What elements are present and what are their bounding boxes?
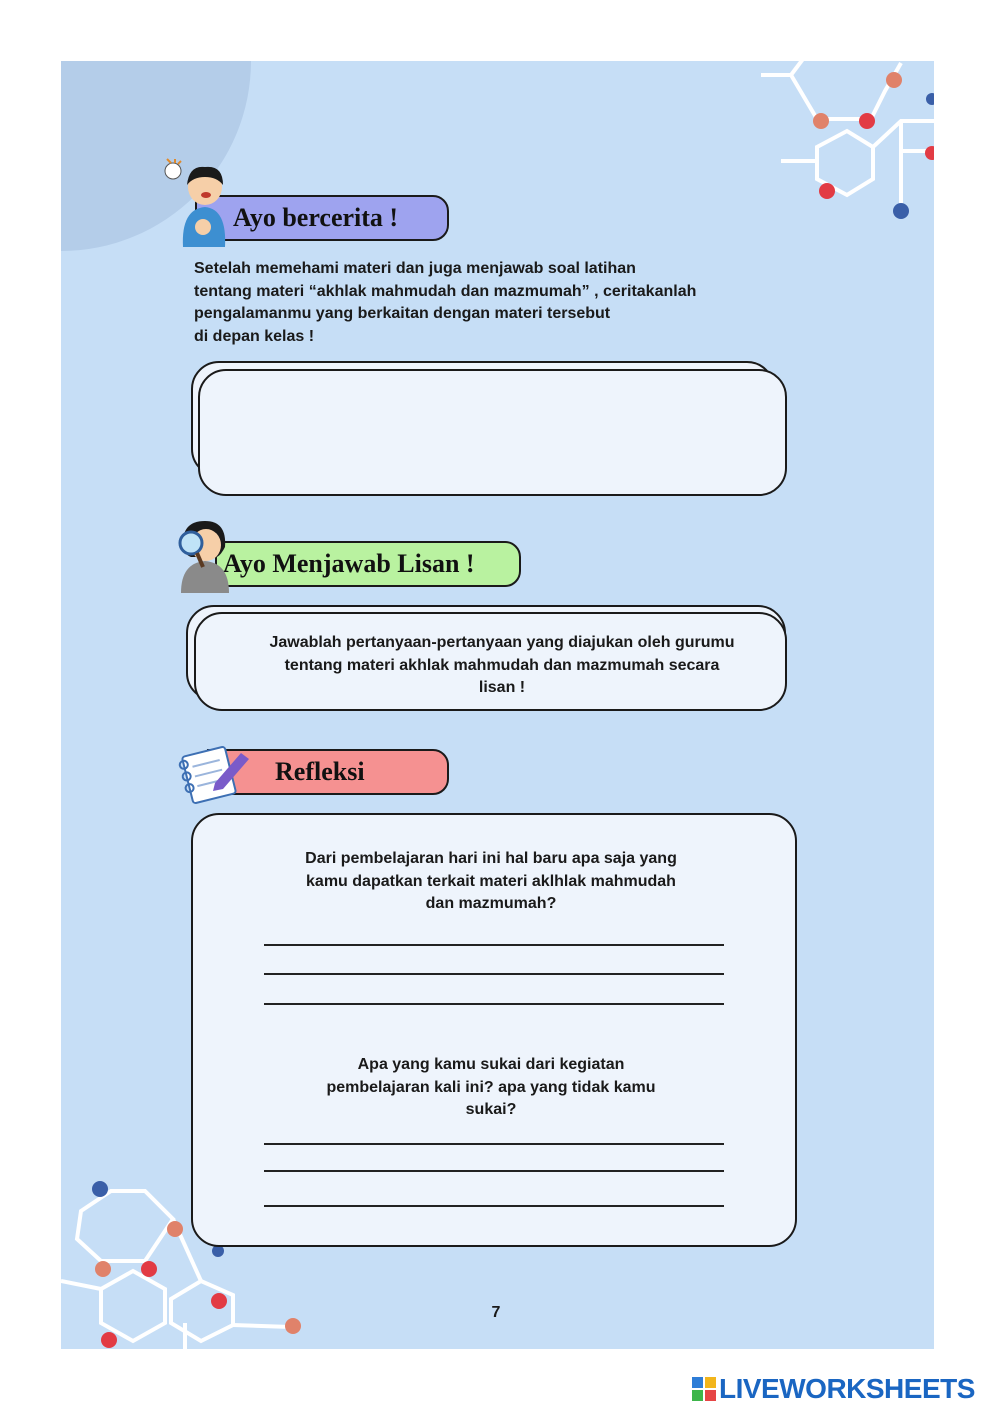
boy-avatar-icon [157,157,233,247]
question-line: pembelajaran kali ini? apa yang tidak kamu [326,1078,656,1096]
detective-avatar-icon [173,517,233,593]
story-heading [195,195,449,241]
reflection-question-2 [261,1054,721,1122]
story-answer-box[interactable] [198,369,787,496]
worksheet-page [61,61,934,1349]
story-instructions [194,258,794,348]
oral-line: tentang materi akhlak mahmudah dan mazmumah secara [284,656,720,674]
liveworksheets-logo-icon [692,1377,716,1401]
story-line: pengalamanmu yang berkaitan dengan materi tersebut [194,305,611,322]
answer-line[interactable] [264,944,724,946]
question-line: dan mazmumah? [425,895,557,912]
oral-line: lisan ! [478,679,526,696]
molecule-decoration-top [751,61,934,231]
question-line: sukai? [465,1101,517,1118]
oral-instructions [217,632,787,700]
notebook-pencil-icon [175,743,253,805]
question-line: kamu dapatkan terkait materi aklhlak mahmudah [306,872,676,890]
story-line: di depan kelas ! [194,327,315,345]
answer-line[interactable] [264,1170,724,1172]
liveworksheets-brand [692,1373,975,1405]
oral-line: Jawablah pertanyaan-pertanyaan yang diajukan oleh gurumu [269,634,735,651]
oral-heading [215,541,521,587]
reflection-heading-text: Refleksi [275,757,365,786]
story-line: Setelah memehami materi dan juga menjawab soal latihan [194,260,636,277]
answer-line[interactable] [264,973,724,975]
page-number: 7 [491,1304,501,1321]
story-heading-text: Ayo bercerita ! [233,203,399,232]
answer-line[interactable] [264,1003,724,1005]
answer-line[interactable] [264,1205,724,1207]
brand-name: LIVEWORKSHEETS [719,1373,975,1404]
story-line: tentang materi “akhlak mahmudah dan mazmumah” , ceritakanlah [194,282,697,300]
oral-heading-text: Ayo Menjawab Lisan ! [223,549,475,578]
question-line: Dari pembelajaran hari ini hal baru apa saja yang [305,850,677,867]
answer-line[interactable] [264,1143,724,1145]
reflection-question-1 [261,848,721,916]
question-line: Apa yang kamu sukai dari kegiatan [357,1056,625,1073]
